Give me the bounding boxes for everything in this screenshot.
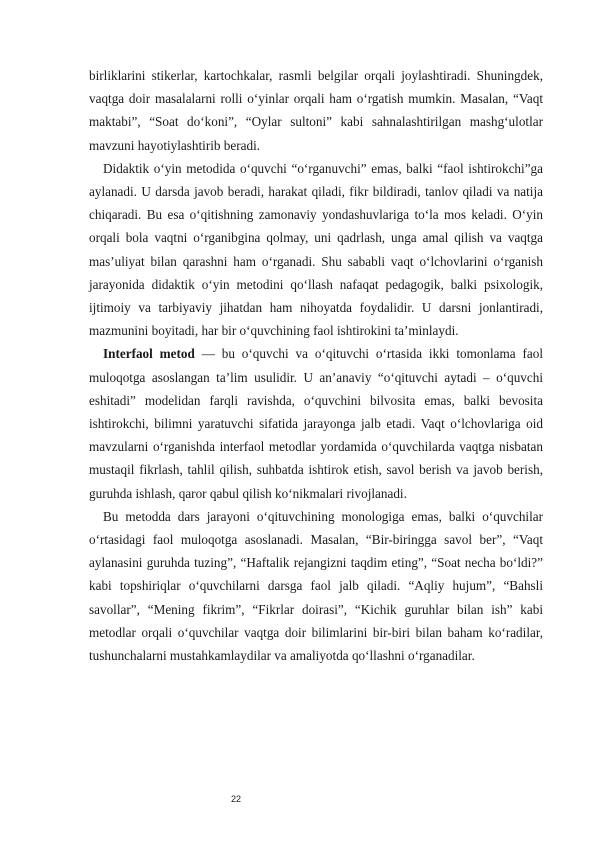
paragraph-3-body: — bu o‘quvchi va o‘qituvchi o‘rtasida ikki tomonlama faol muloqotga asoslangan ta’lim usulidir. U an’anaviy “o‘qituvchi aytadi – o‘quvchi eshitadi” modelidan farqli ravishda, o‘quvchini bilvosita emas, balki bevosita ishtirokchi, bilimni yaratuvchi sifatida jarayonga jalb etadi. Vaqt o‘lchovlariga oid mavzularni o‘rganishda interfaol metodlar yordamida o‘quvchilarda vaqtga nisbatan mustaqil fikrlash, tahlil qilish, suhbatda ishtirok etish, savol berish va javob berish, guruhda ishlash, qaror qabul qilish ko‘nikmalari rivojlanadi. bbox=[89, 346, 544, 501]
paragraph-3 bbox=[89, 342, 543, 504]
paragraph-2: Didaktik o‘yin metodida o‘quvchi “o‘rganuvchi” emas, balki “faol ishtirokchi”ga aylanadi. U darsda javob beradi, harakat qiladi, fikr bildiradi, tanlov qiladi va natija chiqaradi. Bu esa o‘qitishning zamonaviy yondashuvlariga to‘la mos keladi. O‘yin orqali bola vaqtni o‘rganibgina qolmay, uni qadrlash, unga amal qilish va vaqtga mas’uliyat bilan qarashni ham o‘rganadi. Shu sababli vaqt o‘lchovlarini o‘rganish jarayonida didaktik o‘yin metodini qo‘llash nafaqat pedagogik, balki psixologik, ijtimoiy va tarbiyaviy jihatdan ham nihoyatda foydalidir. U darsni jonlantiradi, mazmunini boyitadi, har bir o‘quvchining faol ishtirokini ta’minlaydi. bbox=[89, 160, 543, 339]
page-number: 22 bbox=[231, 794, 242, 804]
paragraph-4: Bu metodda dars jarayoni o‘qituvchining monologiga emas, balki o‘quvchilar o‘rtasidagi faol muloqotga asoslanadi. Masalan, “Bir-biringga savol ber”, “Vaqt aylanasini guruhda tuzing”, “Haftalik rejangizni taqdim eting”, “Soat necha bo‘ldi?” kabi topshiriqlar o‘quvchilarni darsga faol jalb qiladi. “Aqliy hujum”, “Bahsli savollar”, “Mening fikrim”, “Fikrlar doirasi”, “Kichik guruhlar bilan ish” kabi metodlar orqali o‘quvchilar vaqtga doir bilimlarini bir-biri bilan baham ko‘radilar, tushunchalarni mustahkamlaydilar va amaliyotda qo‘llashni o‘rganadilar. bbox=[89, 508, 543, 664]
term-interactive-method: Interfaol metod bbox=[103, 346, 195, 362]
paragraph-1: birliklarini stikerlar, kartochkalar, rasmli belgilar orqali joylashtiradi. Shuningdek, vaqtga doir masalalarni rolli o‘yinlar orqali ham o‘rgatish mumkin. Masalan, “Vaqt maktabi”, “Soat do‘koni”, “Oylar sultoni” kabi sahnalashtirilgan mashg‘ulotlar mavzuni hayotiylashtirib beradi. bbox=[89, 68, 543, 153]
document-page bbox=[89, 64, 543, 667]
